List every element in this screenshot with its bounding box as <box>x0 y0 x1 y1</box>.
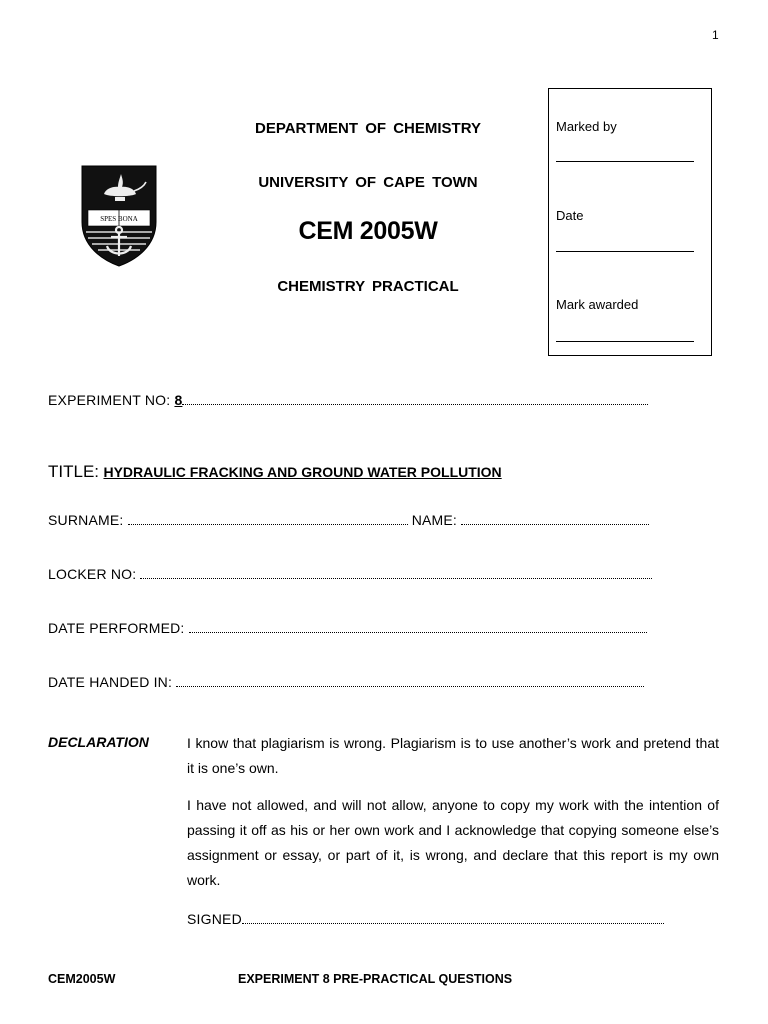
date-handed-in-dotted-line <box>176 675 644 687</box>
declaration-paragraph-1: I know that plagiarism is wrong. Plagiarism is to use another’s work and pretend that it is one’s own. <box>187 735 719 776</box>
locker-field <box>48 566 652 582</box>
signed-field <box>187 911 664 927</box>
course-code-heading: CEM 2005W <box>298 217 438 245</box>
university-heading: UNIVERSITY OF CAPE TOWN <box>258 174 478 191</box>
university-crest-icon <box>80 164 158 268</box>
title-label: TITLE: <box>48 462 100 481</box>
locker-dotted-line <box>140 567 652 579</box>
experiment-dotted-line <box>182 393 648 405</box>
name-label: NAME: <box>411 512 458 528</box>
marked-by-label: Marked by <box>556 119 617 134</box>
date-performed-dotted-line <box>189 621 647 633</box>
date-handed-in-label: DATE HANDED IN: <box>48 674 173 690</box>
mark-awarded-line <box>556 341 694 342</box>
experiment-number-value: 8 <box>174 392 183 408</box>
surname-dotted-line <box>128 513 408 525</box>
signed-label: SIGNED <box>187 911 242 927</box>
declaration-paragraph-2: I have not allowed, and will not allow, anyone to copy my work with the intention of passing it off as his or her own work and I acknowledge that copying someone else’s assignment or essay, or part of it, is wrong, and declare that this report is my own work. <box>187 797 719 888</box>
locker-label: LOCKER NO: <box>48 566 137 582</box>
name-dotted-line <box>461 513 649 525</box>
practical-heading: CHEMISTRY PRACTICAL <box>277 278 459 295</box>
marked-by-line <box>556 161 694 162</box>
footer-section-title: EXPERIMENT 8 PRE-PRACTICAL QUESTIONS <box>238 972 513 986</box>
experiment-number-label: EXPERIMENT NO: <box>48 392 171 408</box>
date-performed-label: DATE PERFORMED: <box>48 620 185 636</box>
declaration-label: DECLARATION <box>48 734 149 750</box>
date-label: Date <box>556 208 584 223</box>
page-number: 1 <box>712 28 719 42</box>
signed-dotted-line <box>242 912 664 924</box>
title-row <box>48 462 502 482</box>
date-handed-in-field <box>48 674 644 690</box>
surname-field <box>48 512 649 528</box>
experiment-number-field <box>48 392 648 408</box>
marking-box <box>548 88 712 356</box>
mark-awarded-label: Mark awarded <box>556 297 639 312</box>
department-heading: DEPARTMENT OF CHEMISTRY <box>255 120 481 137</box>
date-line <box>556 251 694 252</box>
footer-course-code: CEM2005W <box>48 972 116 986</box>
crest-motto: SPES BONA <box>100 215 138 223</box>
experiment-title: HYDRAULIC FRACKING AND GROUND WATER POLLUTION <box>103 464 502 480</box>
surname-label: SURNAME: <box>48 512 124 528</box>
date-performed-field <box>48 620 647 636</box>
